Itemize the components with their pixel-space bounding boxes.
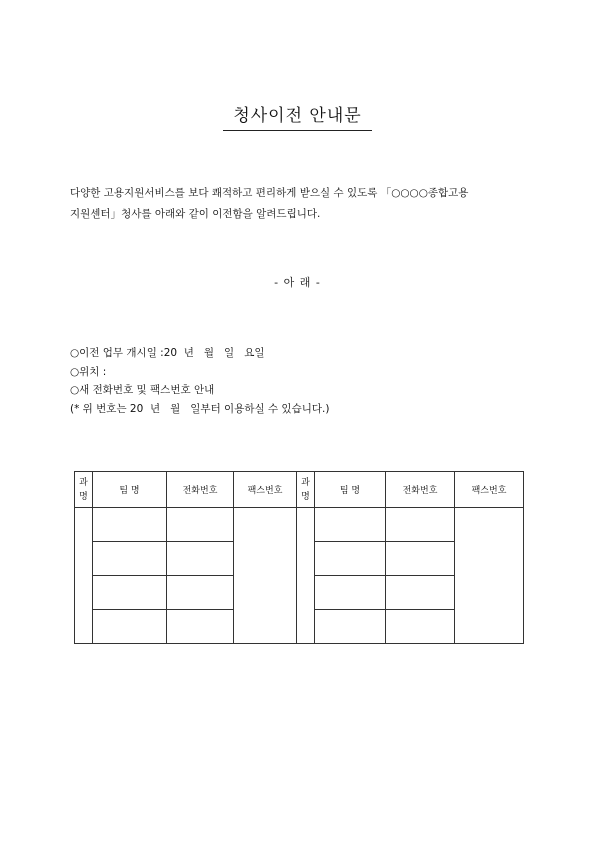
page-title-wrap xyxy=(0,101,595,131)
fax-cell-right[interactable] xyxy=(455,508,524,644)
dept-cell-left[interactable] xyxy=(75,508,93,644)
table-row xyxy=(75,508,524,542)
dept-header-right xyxy=(297,472,315,508)
team-cell[interactable] xyxy=(315,542,386,576)
phone-header-left: 전화번호 xyxy=(167,472,234,508)
team-cell[interactable] xyxy=(93,610,167,644)
start-date-line: ○이전 업무 개시일 :20 년 월 일 요일 xyxy=(70,347,265,359)
team-cell[interactable] xyxy=(93,542,167,576)
phone-cell[interactable] xyxy=(167,610,234,644)
fax-header-left: 팩스번호 xyxy=(234,472,297,508)
directory-table xyxy=(74,471,524,644)
phone-cell[interactable] xyxy=(386,576,455,610)
dept-header-bottom: 명 xyxy=(301,491,310,502)
fax-cell-left[interactable] xyxy=(234,508,297,644)
phone-fax-line: ○새 전화번호 및 팩스번호 안내 xyxy=(70,384,215,396)
team-cell[interactable] xyxy=(315,508,386,542)
dept-header-left xyxy=(75,472,93,508)
details-block xyxy=(70,344,329,418)
dept-header-top: 과 xyxy=(79,477,88,488)
team-header-right: 팀 명 xyxy=(315,472,386,508)
phone-cell[interactable] xyxy=(167,508,234,542)
phone-header-right: 전화번호 xyxy=(386,472,455,508)
dept-cell-right[interactable] xyxy=(297,508,315,644)
table-header-row xyxy=(75,472,524,508)
phone-cell[interactable] xyxy=(167,576,234,610)
intro-line-1: 다양한 고용지원서비스를 보다 쾌적하고 편리하게 받으실 수 있도록 「○○○○종합고용 xyxy=(70,187,469,199)
intro-paragraph xyxy=(70,183,528,225)
dept-header-top: 과 xyxy=(301,477,310,488)
dept-header-bottom: 명 xyxy=(79,491,88,502)
team-cell[interactable] xyxy=(93,576,167,610)
intro-line-2: 지원센터」청사를 아래와 같이 이전함을 알려드립니다. xyxy=(70,208,321,220)
notice-heading: - 아 래 - xyxy=(274,276,321,289)
fax-header-right: 팩스번호 xyxy=(455,472,524,508)
team-cell[interactable] xyxy=(315,610,386,644)
phone-cell[interactable] xyxy=(386,542,455,576)
team-cell[interactable] xyxy=(93,508,167,542)
location-line: ○위치 : xyxy=(70,365,107,378)
note-line: (* 위 번호는 20 년 월 일부터 이용하실 수 있습니다.) xyxy=(70,402,330,415)
phone-cell[interactable] xyxy=(167,542,234,576)
phone-cell[interactable] xyxy=(386,508,455,542)
team-header-left: 팀 명 xyxy=(93,472,167,508)
phone-cell[interactable] xyxy=(386,610,455,644)
page-title: 청사이전 안내문 xyxy=(223,101,371,131)
team-cell[interactable] xyxy=(315,576,386,610)
